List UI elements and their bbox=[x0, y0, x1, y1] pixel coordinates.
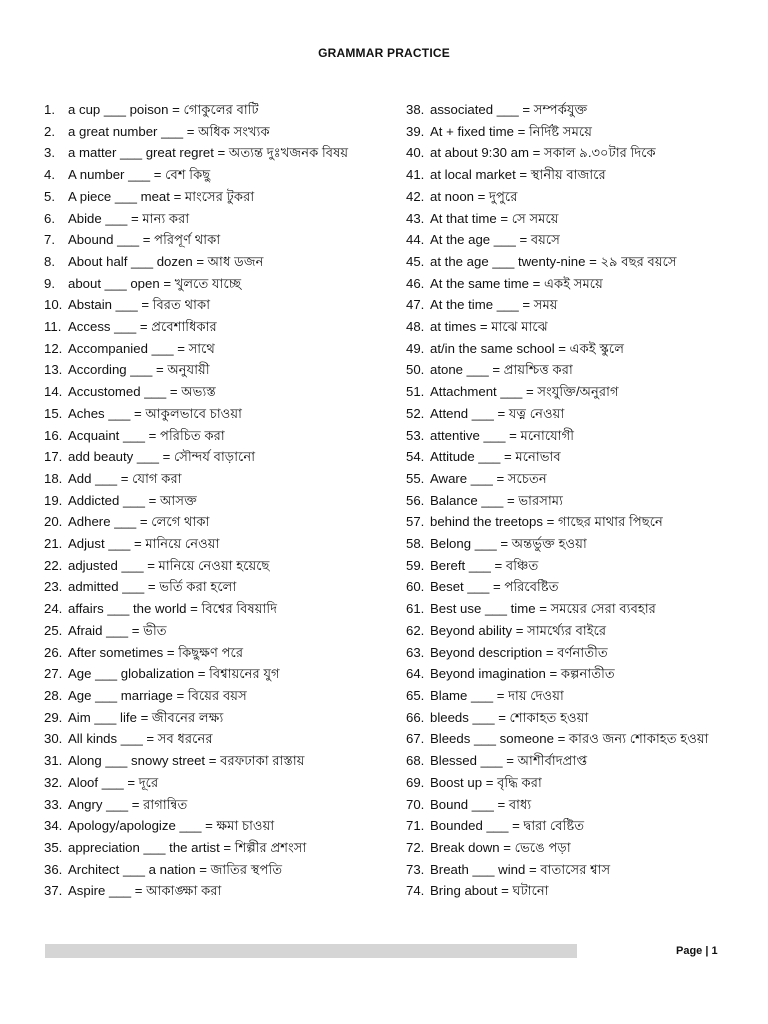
item-number: 68. bbox=[406, 753, 425, 769]
item-text: At that time = সে সময়ে bbox=[430, 210, 559, 226]
item-text: Blame ___ = দায় দেওয়া bbox=[430, 687, 564, 703]
item-text: a cup ___ poison = গোকুলের বাটি bbox=[68, 102, 259, 117]
list-item bbox=[406, 294, 722, 316]
list-item bbox=[44, 620, 366, 642]
item-number: 37. bbox=[44, 883, 63, 899]
list-item bbox=[44, 468, 366, 490]
list-item bbox=[406, 251, 722, 273]
item-number: 16. bbox=[44, 427, 63, 443]
item-text: Bring about = ঘটানো bbox=[430, 883, 549, 899]
item-number: 30. bbox=[44, 731, 63, 747]
item-number: 36. bbox=[44, 861, 63, 877]
item-number: 38. bbox=[406, 102, 425, 117]
item-number: 53. bbox=[406, 427, 425, 443]
item-text: Age ___ globalization = বিশ্বায়নের যুগ bbox=[68, 666, 280, 682]
list-item bbox=[406, 642, 722, 664]
item-text: at/in the same school = একই স্কুলে bbox=[430, 340, 625, 356]
item-text: At the age ___ = বয়সে bbox=[430, 232, 560, 248]
item-number: 50. bbox=[406, 362, 425, 378]
item-number: 35. bbox=[44, 839, 63, 855]
list-item bbox=[44, 533, 366, 555]
item-text: Adjust ___ = মানিয়ে নেওয়া bbox=[68, 536, 220, 552]
list-item bbox=[44, 381, 366, 403]
item-text: a matter ___ great regret = অত্যন্ত দুঃখজনক বিষয় bbox=[68, 145, 349, 161]
item-number: 29. bbox=[44, 709, 63, 725]
item-number: 8. bbox=[44, 253, 55, 269]
footer-bar bbox=[45, 944, 577, 958]
item-number: 17. bbox=[44, 449, 63, 465]
item-text: Beyond description = বর্ণনাতীত bbox=[430, 644, 608, 660]
item-number: 6. bbox=[44, 210, 55, 226]
list-item bbox=[44, 294, 366, 316]
item-number: 20. bbox=[44, 514, 63, 530]
item-number: 58. bbox=[406, 536, 425, 552]
item-number: 62. bbox=[406, 622, 425, 638]
list-item bbox=[406, 576, 722, 598]
item-number: 67. bbox=[406, 731, 425, 747]
item-number: 45. bbox=[406, 253, 425, 269]
item-number: 22. bbox=[44, 557, 63, 573]
list-item bbox=[406, 750, 722, 772]
item-number: 66. bbox=[406, 709, 425, 725]
list-item bbox=[406, 511, 722, 533]
item-text: Architect ___ a nation = জাতির স্থপতি bbox=[68, 861, 283, 877]
item-text: Beyond ability = সামর্থ্যের বাইরে bbox=[430, 622, 607, 638]
item-number: 2. bbox=[44, 123, 55, 139]
item-number: 18. bbox=[44, 470, 63, 486]
list-item bbox=[44, 663, 366, 685]
list-item bbox=[44, 338, 366, 360]
item-text: Aspire ___ = আকাঙ্ক্ষা করা bbox=[68, 883, 222, 899]
list-item bbox=[44, 750, 366, 772]
item-number: 21. bbox=[44, 536, 63, 552]
list-item bbox=[406, 208, 722, 230]
item-text: Bereft ___ = বঞ্চিত bbox=[430, 557, 539, 573]
item-text: A number ___ = বেশ কিছু bbox=[68, 167, 211, 183]
item-number: 3. bbox=[44, 145, 55, 161]
item-text: Along ___ snowy street = বরফঢাকা রাস্তায় bbox=[68, 753, 305, 769]
item-number: 4. bbox=[44, 167, 55, 183]
item-text: at noon = দুপুরে bbox=[430, 188, 518, 204]
item-number: 48. bbox=[406, 319, 425, 335]
list-item bbox=[44, 186, 366, 208]
item-number: 52. bbox=[406, 405, 425, 421]
item-number: 47. bbox=[406, 297, 425, 313]
list-item bbox=[44, 425, 366, 447]
item-number: 57. bbox=[406, 514, 425, 530]
item-number: 43. bbox=[406, 210, 425, 226]
list-item bbox=[406, 598, 722, 620]
item-number: 42. bbox=[406, 188, 425, 204]
item-number: 40. bbox=[406, 145, 425, 161]
item-number: 51. bbox=[406, 384, 425, 400]
item-number: 54. bbox=[406, 449, 425, 465]
list-item bbox=[44, 576, 366, 598]
item-text: Attitude ___ = মনোভাব bbox=[430, 449, 561, 465]
list-item bbox=[44, 99, 366, 121]
list-item bbox=[44, 794, 366, 816]
list-item bbox=[44, 446, 366, 468]
item-text: Abide ___ = মান্য করা bbox=[68, 210, 190, 226]
list-item bbox=[44, 837, 366, 859]
item-text: Belong ___ = অন্তর্ভুক্ত হওয়া bbox=[430, 536, 587, 552]
item-text: Accompanied ___ = সাথে bbox=[68, 340, 215, 356]
item-number: 49. bbox=[406, 340, 425, 356]
list-item bbox=[44, 164, 366, 186]
list-item bbox=[44, 598, 366, 620]
item-text: Boost up = বৃদ্ধি করা bbox=[430, 774, 542, 790]
item-text: After sometimes = কিছুক্ষণ পরে bbox=[68, 644, 244, 660]
item-number: 32. bbox=[44, 774, 63, 790]
list-item bbox=[44, 273, 366, 295]
item-text: Age ___ marriage = বিয়ের বয়স bbox=[68, 687, 247, 703]
list-item bbox=[406, 794, 722, 816]
item-text: Apology/apologize ___ = ক্ষমা চাওয়া bbox=[68, 818, 275, 834]
item-number: 31. bbox=[44, 753, 63, 769]
item-number: 39. bbox=[406, 123, 425, 139]
list-item bbox=[406, 468, 722, 490]
item-number: 13. bbox=[44, 362, 63, 378]
item-number: 12. bbox=[44, 340, 63, 356]
item-number: 15. bbox=[44, 405, 63, 421]
item-number: 25. bbox=[44, 622, 63, 638]
item-number: 34. bbox=[44, 818, 63, 834]
list-item bbox=[44, 815, 366, 837]
item-text: at times = মাঝে মাঝে bbox=[430, 319, 548, 335]
item-text: at about 9:30 am = সকাল ৯.৩০টার দিকে bbox=[430, 145, 656, 161]
item-number: 10. bbox=[44, 297, 63, 313]
list-item bbox=[406, 164, 722, 186]
list-item bbox=[406, 403, 722, 425]
list-item bbox=[44, 142, 366, 164]
list-item bbox=[406, 533, 722, 555]
item-text: behind the treetops = গাছের মাথার পিছনে bbox=[430, 514, 663, 530]
list-item bbox=[44, 251, 366, 273]
item-number: 65. bbox=[406, 687, 425, 703]
list-item bbox=[44, 880, 366, 902]
item-number: 70. bbox=[406, 796, 425, 812]
list-item bbox=[44, 555, 366, 577]
item-text: attentive ___ = মনোযোগী bbox=[430, 427, 575, 443]
list-item bbox=[44, 316, 366, 338]
item-text: Acquaint ___ = পরিচিত করা bbox=[68, 427, 225, 443]
list-item bbox=[406, 186, 722, 208]
item-number: 72. bbox=[406, 839, 425, 855]
list-item bbox=[44, 642, 366, 664]
list-item bbox=[406, 663, 722, 685]
item-text: Access ___ = প্রবেশাধিকার bbox=[68, 319, 217, 335]
list-item bbox=[44, 359, 366, 381]
list-item bbox=[406, 555, 722, 577]
item-text: a great number ___ = অধিক সংখ্যক bbox=[68, 123, 270, 139]
item-number: 56. bbox=[406, 492, 425, 508]
item-number: 71. bbox=[406, 818, 425, 834]
list-item bbox=[44, 707, 366, 729]
list-item bbox=[406, 815, 722, 837]
list-item bbox=[44, 728, 366, 750]
item-text: Aim ___ life = জীবনের লক্ষ্য bbox=[68, 709, 224, 725]
item-number: 64. bbox=[406, 666, 425, 682]
item-text: Beyond imagination = কল্পনাতীত bbox=[430, 666, 615, 682]
item-number: 63. bbox=[406, 644, 425, 660]
item-number: 27. bbox=[44, 666, 63, 682]
item-text: Break down = ভেঙে পড়া bbox=[430, 839, 571, 855]
list-item bbox=[406, 772, 722, 794]
page-title: GRAMMAR PRACTICE bbox=[318, 46, 450, 60]
item-number: 14. bbox=[44, 384, 63, 400]
list-item bbox=[406, 859, 722, 881]
item-text: Adhere ___ = লেগে থাকা bbox=[68, 514, 210, 530]
list-item bbox=[406, 99, 722, 121]
list-item bbox=[44, 490, 366, 512]
list-item bbox=[44, 772, 366, 794]
item-number: 69. bbox=[406, 774, 425, 790]
item-text: Bleeds ___ someone = কারও জন্য শোকাহত হওয়া bbox=[430, 731, 709, 747]
item-text: Addicted ___ = আসক্ত bbox=[68, 492, 197, 508]
item-text: admitted ___ = ভর্তি করা হলো bbox=[68, 579, 237, 595]
item-text: Angry ___ = রাগান্বিত bbox=[68, 796, 188, 812]
item-text: At the same time = একই সময়ে bbox=[430, 275, 603, 291]
item-number: 59. bbox=[406, 557, 425, 573]
item-number: 11. bbox=[44, 319, 62, 335]
item-number: 28. bbox=[44, 687, 63, 703]
list-item bbox=[44, 511, 366, 533]
item-number: 24. bbox=[44, 601, 63, 617]
list-item bbox=[406, 273, 722, 295]
list-item bbox=[406, 880, 722, 902]
item-text: Aware ___ = সচেতন bbox=[430, 470, 547, 486]
list-item bbox=[406, 685, 722, 707]
list-item bbox=[406, 707, 722, 729]
item-number: 9. bbox=[44, 275, 55, 291]
item-text: All kinds ___ = সব ধরনের bbox=[68, 731, 213, 747]
item-text: Abstain ___ = বিরত থাকা bbox=[68, 297, 211, 313]
item-text: atone ___ = প্রায়শ্চিত্ত করা bbox=[430, 362, 573, 378]
item-number: 5. bbox=[44, 188, 55, 204]
item-text: Aches ___ = আকুলভাবে চাওয়া bbox=[68, 405, 242, 421]
item-text: Afraid ___ = ভীত bbox=[68, 622, 167, 638]
list-item bbox=[44, 859, 366, 881]
list-item bbox=[406, 142, 722, 164]
item-text: Attend ___ = যত্ন নেওয়া bbox=[430, 405, 565, 421]
item-text: At + fixed time = নির্দিষ্ট সময়ে bbox=[430, 123, 592, 139]
item-text: According ___ = অনুযায়ী bbox=[68, 362, 210, 378]
list-item bbox=[44, 121, 366, 143]
item-text: about ___ open = খুলতে যাচ্ছে bbox=[68, 275, 242, 291]
item-text: Bounded ___ = দ্বারা বেষ্টিত bbox=[430, 818, 585, 834]
item-text: Accustomed ___ = অভ্যস্ত bbox=[68, 384, 216, 400]
item-text: About half ___ dozen = আধ ডজন bbox=[68, 253, 264, 269]
list-item bbox=[406, 728, 722, 750]
item-text: Balance ___ = ভারসাম্য bbox=[430, 492, 563, 508]
item-text: Attachment ___ = সংযুক্তি/অনুরাগ bbox=[430, 384, 619, 400]
item-text: A piece ___ meat = মাংসের টুকরা bbox=[68, 188, 255, 204]
item-number: 74. bbox=[406, 883, 425, 899]
item-number: 19. bbox=[44, 492, 63, 508]
list-item bbox=[406, 338, 722, 360]
item-number: 41. bbox=[406, 167, 425, 183]
item-text: Abound ___ = পরিপূর্ণ থাকা bbox=[68, 232, 221, 248]
item-text: bleeds ___ = শোকাহত হওয়া bbox=[430, 709, 589, 725]
item-text: appreciation ___ the artist = শিল্পীর প্রশংসা bbox=[68, 839, 307, 855]
item-number: 44. bbox=[406, 232, 425, 248]
list-item bbox=[406, 620, 722, 642]
item-text: at the age ___ twenty-nine = ২৯ বছর বয়সে bbox=[430, 253, 677, 269]
item-number: 46. bbox=[406, 275, 425, 291]
item-text: Blessed ___ = আশীর্বাদপ্রাপ্ত bbox=[430, 753, 588, 769]
list-item bbox=[406, 121, 722, 143]
item-text: at local market = স্থানীয় বাজারে bbox=[430, 167, 606, 183]
list-item bbox=[44, 208, 366, 230]
item-text: Aloof ___ = দূরে bbox=[68, 774, 159, 790]
list-item bbox=[44, 403, 366, 425]
item-text: affairs ___ the world = বিশ্বের বিষয়াদি bbox=[68, 601, 278, 617]
list-item bbox=[44, 229, 366, 251]
left-column-list bbox=[44, 99, 366, 902]
list-item bbox=[406, 381, 722, 403]
list-item bbox=[406, 229, 722, 251]
list-item bbox=[406, 425, 722, 447]
item-text: Breath ___ wind = বাতাসের শ্বাস bbox=[430, 861, 611, 877]
item-number: 33. bbox=[44, 796, 63, 812]
item-number: 60. bbox=[406, 579, 425, 595]
item-number: 61. bbox=[406, 601, 425, 617]
item-number: 1. bbox=[44, 102, 55, 117]
item-number: 73. bbox=[406, 861, 425, 877]
list-item bbox=[406, 837, 722, 859]
item-text: adjusted ___ = মানিয়ে নেওয়া হয়েছে bbox=[68, 557, 270, 573]
item-text: associated ___ = সম্পর্কযুক্ত bbox=[430, 102, 588, 117]
right-column-list bbox=[406, 99, 722, 902]
item-number: 7. bbox=[44, 232, 55, 248]
item-text: Add ___ = যোগ করা bbox=[68, 470, 182, 486]
list-item bbox=[406, 316, 722, 338]
list-item bbox=[44, 685, 366, 707]
item-text: Bound ___ = বাধ্য bbox=[430, 796, 532, 812]
item-text: Best use ___ time = সময়ের সেরা ব্যবহার bbox=[430, 601, 656, 617]
item-number: 23. bbox=[44, 579, 63, 595]
page-number: Page | 1 bbox=[676, 945, 718, 957]
item-text: At the time ___ = সময় bbox=[430, 297, 558, 313]
list-item bbox=[406, 490, 722, 512]
item-text: add beauty ___ = সৌন্দর্য বাড়ানো bbox=[68, 449, 256, 465]
item-number: 55. bbox=[406, 470, 425, 486]
list-item bbox=[406, 446, 722, 468]
item-text: Beset ___ = পরিবেষ্টিত bbox=[430, 579, 559, 595]
list-item bbox=[406, 359, 722, 381]
item-number: 26. bbox=[44, 644, 63, 660]
